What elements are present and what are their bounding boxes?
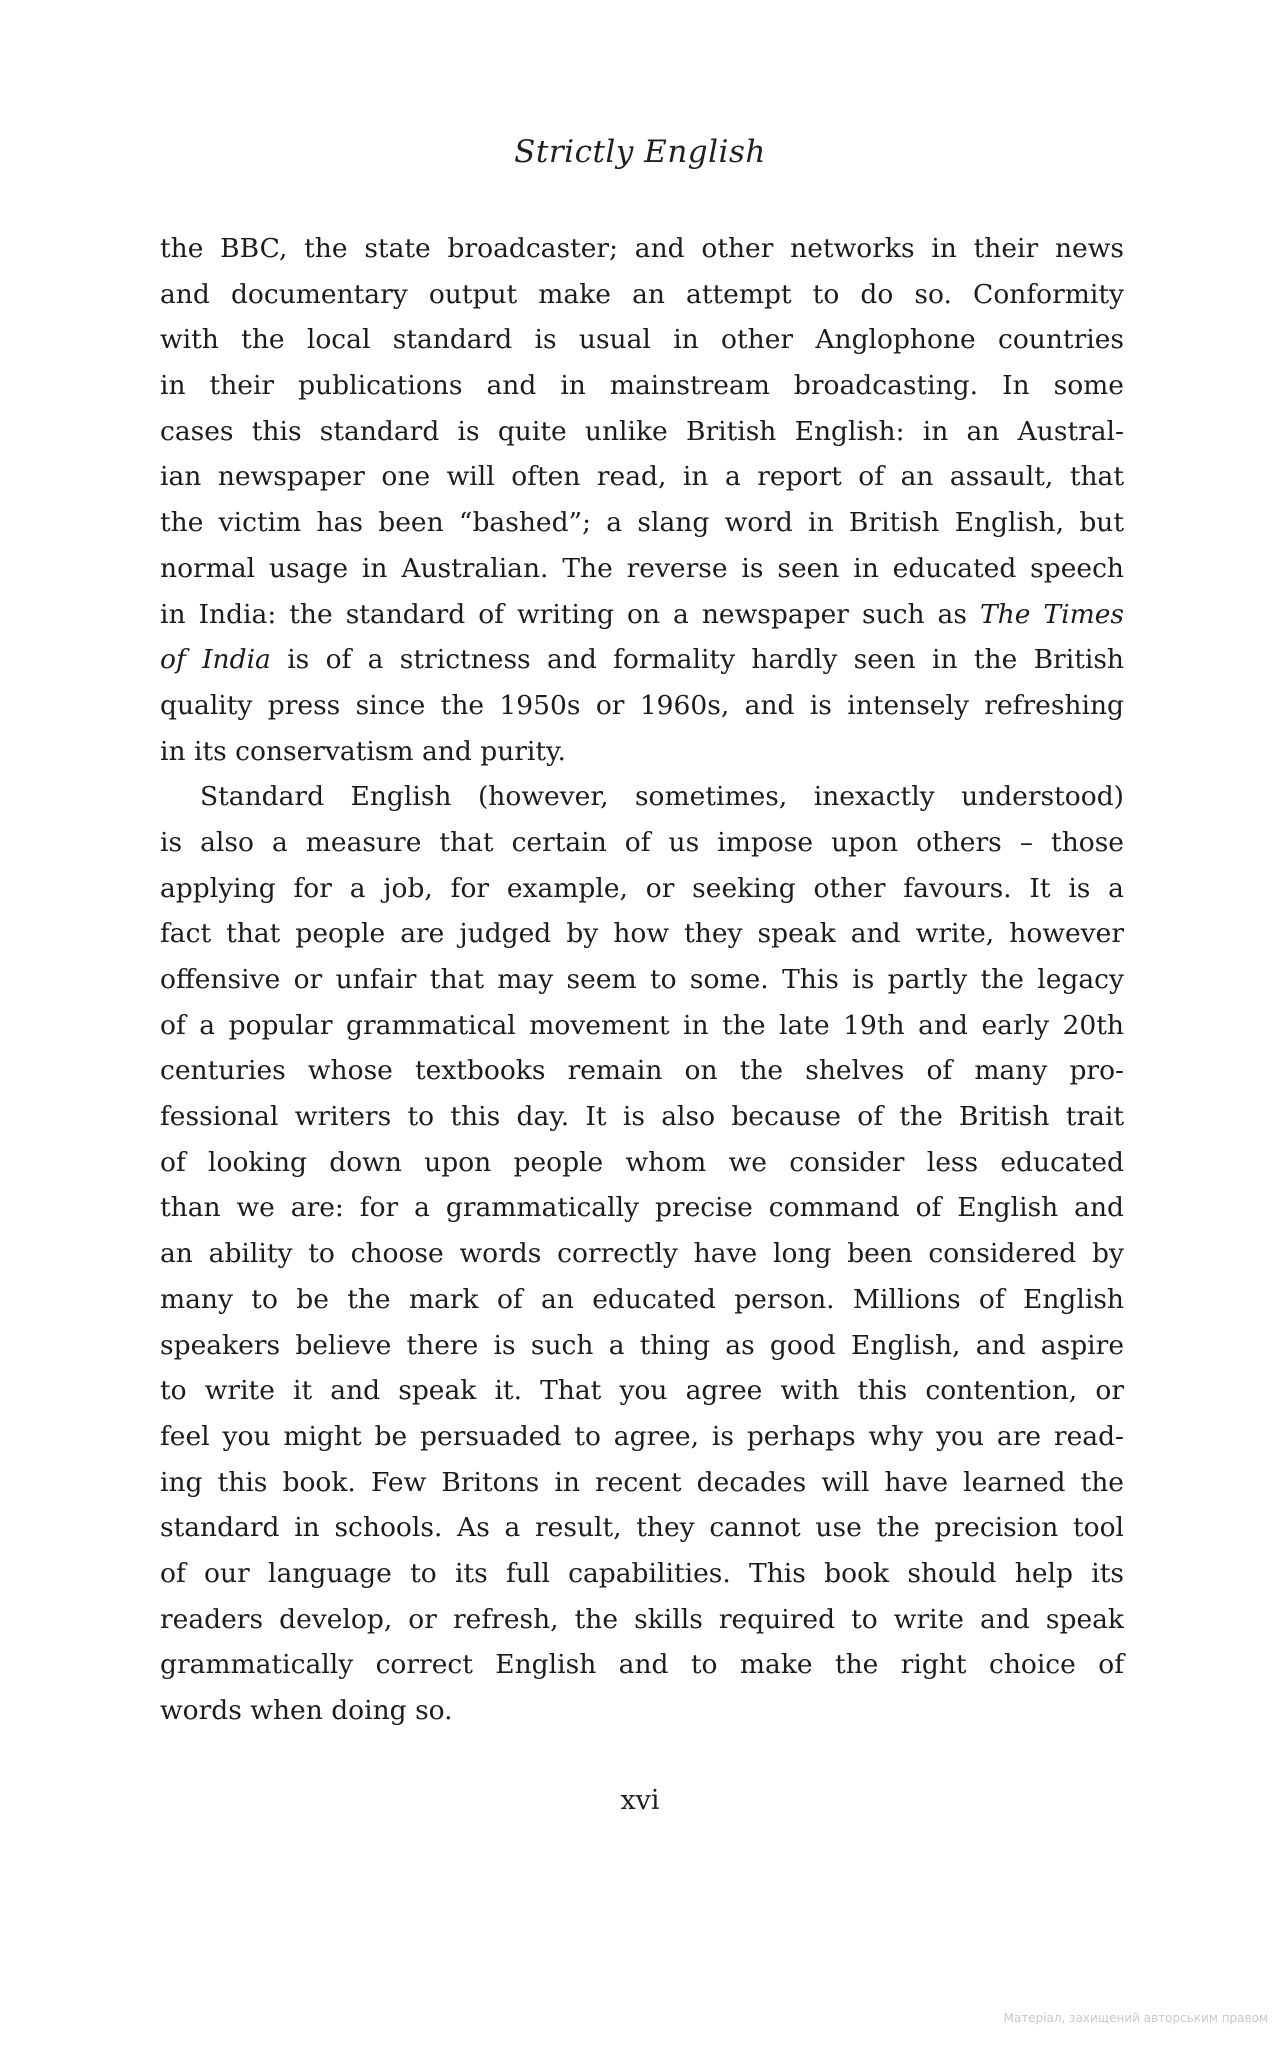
text-line: feel you might be persuaded to agree, is perhaps why you are read-	[160, 1420, 1124, 1452]
text-line: fessional writers to this day. It is also because of the British trait	[160, 1101, 1124, 1133]
text-line: than we are: for a grammatically precise command of English and	[160, 1192, 1124, 1224]
italic-title-of-india: of India	[160, 644, 271, 676]
text-line: of a popular grammatical movement in the late 19th and early 20th	[160, 1009, 1124, 1041]
text-line: many to be the mark of an educated person. Millions of English	[160, 1283, 1124, 1315]
text-line	[160, 637, 1124, 683]
text-run: is of a strictness and formality hardly seen in the British	[270, 644, 1124, 676]
text-line: ing this book. Few Britons in recent decades will have learned the	[160, 1466, 1124, 1498]
text-line: fact that people are judged by how they speak and write, however	[160, 918, 1124, 950]
text-line: ian newspaper one will often read, in a report of an assault, that	[160, 461, 1124, 493]
paragraph-2	[160, 774, 1124, 1733]
text-line: and documentary output make an attempt to do so. Conformity	[160, 278, 1124, 310]
text-line: to write it and speak it. That you agree with this contention, or	[160, 1375, 1124, 1407]
text-line: grammatically correct English and to make the right choice of	[160, 1649, 1124, 1681]
text-line: an ability to choose words correctly have long been considered by	[160, 1238, 1124, 1270]
body-text	[160, 226, 1124, 1734]
text-line: quality press since the 1950s or 1960s, and is intensely refreshing	[160, 689, 1124, 721]
text-line: in its conservatism and purity.	[160, 735, 566, 767]
text-line: normal usage in Australian. The reverse is seen in educated speech	[160, 552, 1124, 584]
text-line: readers develop, or refresh, the skills required to write and speak	[160, 1603, 1124, 1635]
text-line: Standard English (however, sometimes, inexactly understood)	[200, 781, 1124, 813]
text-line	[160, 592, 1124, 638]
copyright-watermark: Матеріал, захищений авторським правом	[1003, 2011, 1268, 2025]
text-line: the victim has been “bashed”; a slang word in British English, but	[160, 507, 1124, 539]
text-line: cases this standard is quite unlike British English: in an Austral-	[160, 415, 1124, 447]
text-line: is also a measure that certain of us impose upon others – those	[160, 826, 1124, 858]
text-line: applying for a job, for example, or seeking other favours. It is a	[160, 872, 1124, 904]
page-number: xvi	[620, 1785, 660, 1816]
text-line: words when doing so.	[160, 1695, 453, 1726]
text-run: in India: the standard of writing on a newspaper such as	[160, 598, 980, 630]
text-line: standard in schools. As a result, they cannot use the precision tool	[160, 1512, 1124, 1544]
text-line: with the local standard is usual in other Anglophone countries	[160, 324, 1124, 356]
text-line: speakers believe there is such a thing as good English, and aspire	[160, 1329, 1124, 1361]
text-line: of looking down upon people whom we consider less educated	[160, 1146, 1124, 1178]
paragraph-1	[160, 226, 1124, 774]
text-line: of our language to its full capabilities. This book should help its	[160, 1557, 1124, 1589]
running-head-title: Strictly English	[514, 134, 766, 170]
italic-title-the-times: The Times	[979, 598, 1124, 630]
text-line: centuries whose textbooks remain on the shelves of many pro-	[160, 1055, 1124, 1087]
text-line: the BBC, the state broadcaster; and other networks in their news	[160, 233, 1124, 264]
text-line: in their publications and in mainstream broadcasting. In some	[160, 370, 1124, 402]
text-line: offensive or unfair that may seem to some. This is partly the legacy	[160, 964, 1124, 995]
